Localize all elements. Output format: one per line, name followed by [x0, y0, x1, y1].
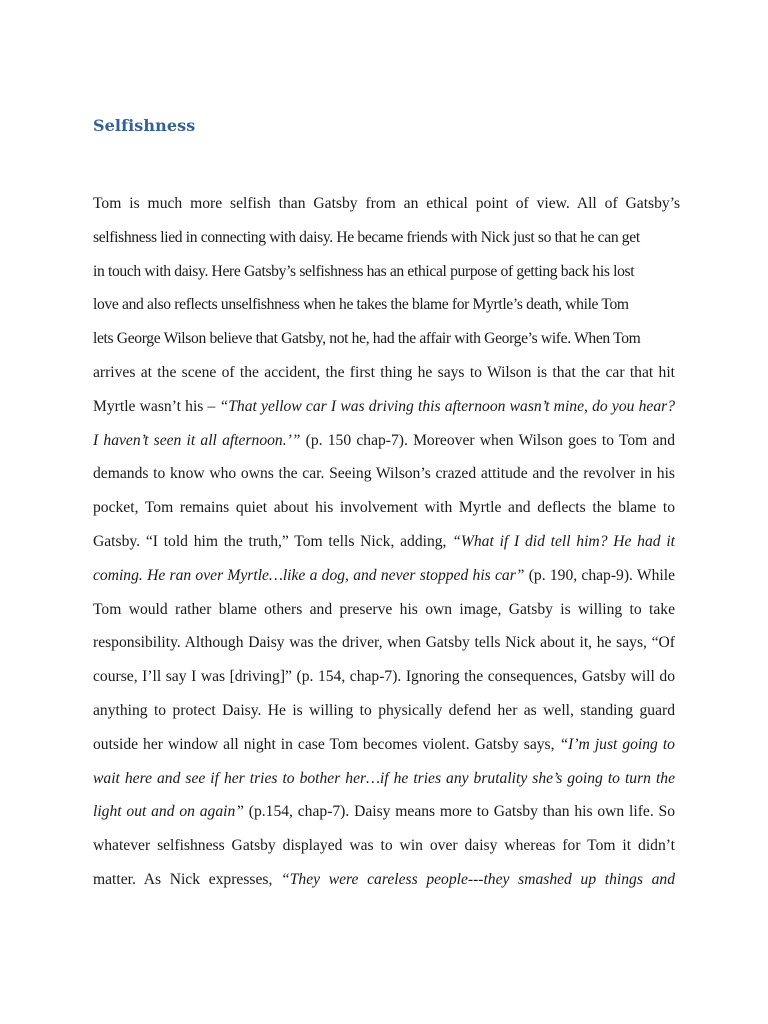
- paragraph-line: [93, 559, 675, 593]
- paragraph-line: [93, 288, 675, 322]
- paragraph-line: [93, 863, 675, 897]
- paragraph-line: [93, 221, 675, 255]
- body-text-run: outside her window all night in case Tom becomes violent. Gatsby says,: [93, 735, 560, 753]
- quote-text: “They were careless people---they smashed up things and: [281, 870, 675, 888]
- body-paragraph: [93, 187, 681, 897]
- quote-text: light out and on again”: [93, 803, 244, 821]
- body-text-run: Myrtle wasn’t his –: [93, 397, 220, 415]
- body-text-run: anything to protect Daisy. He is willing to physically defend her as well, standing guard: [93, 701, 675, 719]
- quote-text: wait here and see if her tries to bother her…if he tries any brutality she’s going to turn the: [93, 769, 675, 787]
- paragraph-line: [93, 660, 675, 694]
- body-text-run: matter. As Nick expresses,: [93, 870, 282, 888]
- paragraph-line: [93, 728, 675, 762]
- paragraph-line: [93, 356, 675, 390]
- paragraph-line: [93, 762, 675, 796]
- paragraph-line: [93, 829, 675, 863]
- paragraph-line: [93, 457, 675, 491]
- body-text-run: responsibility. Although Daisy was the driver, when Gatsby tells Nick about it, he says, “Of: [93, 634, 675, 652]
- paragraph-line: [93, 525, 675, 559]
- body-text-run: love and also reflects unselfishness when he takes the blame for Myrtle’s death, while Tom: [93, 296, 629, 314]
- paragraph-line: [93, 322, 675, 356]
- quote-text: “I’m just going to: [559, 735, 675, 753]
- body-text-run: demands to know who owns the car. Seeing Wilson’s crazed attitude and the revolver in his: [93, 465, 675, 483]
- body-text-run: Gatsby. “I told him the truth,” Tom tells Nick, adding,: [93, 532, 453, 550]
- section-heading: Selfishness: [93, 116, 196, 135]
- body-text-run: lets George Wilson believe that Gatsby, not he, had the affair with George’s wife. When Tom: [93, 330, 641, 348]
- quote-text: “That yellow car I was driving this afternoon wasn’t mine, do you hear?: [219, 397, 675, 415]
- paragraph-line: [93, 424, 675, 458]
- body-text-run: (p. 190, chap-9). While: [524, 566, 675, 584]
- paragraph-line: [93, 390, 675, 424]
- body-text-run: selfishness lied in connecting with daisy. He became friends with Nick just so that he can get: [93, 228, 640, 246]
- body-text-run: Tom is much more selfish than Gatsby from an ethical point of view. All of Gatsby’s: [93, 195, 681, 212]
- body-text-run: (p. 150 chap-7). Moreover when Wilson goes to Tom and: [300, 431, 675, 449]
- body-text-run: arrives at the scene of the accident, the first thing he says to Wilson is that the car that hit: [93, 363, 675, 381]
- body-text-run: in touch with daisy. Here Gatsby’s selfishness has an ethical purpose of getting back his lost: [93, 262, 635, 280]
- body-text-run: whatever selfishness Gatsby displayed was to win over daisy whereas for Tom it didn’t: [93, 837, 675, 855]
- paragraph-line: [93, 593, 675, 627]
- paragraph-line: [93, 694, 675, 728]
- paragraph-line: [93, 255, 675, 289]
- paragraph-line: [93, 187, 681, 221]
- quote-text: coming. He ran over Myrtle…like a dog, and never stopped his car”: [93, 566, 525, 584]
- body-text-run: course, I’ll say I was [driving]” (p. 154, chap-7). Ignoring the consequences, Gatsby will do: [93, 668, 675, 686]
- body-text-run: pocket, Tom remains quiet about his involvement with Myrtle and deflects the blame to: [93, 499, 675, 517]
- body-text-run: (p.154, chap-7). Daisy means more to Gatsby than his own life. So: [243, 803, 675, 821]
- paragraph-line: [93, 795, 675, 829]
- quote-text: “What if I did tell him? He had it: [452, 532, 675, 550]
- quote-text: I haven’t seen it all afternoon.’”: [93, 431, 301, 449]
- body-text-run: Tom would rather blame others and preserve his own image, Gatsby is willing to take: [93, 600, 675, 618]
- paragraph-line: [93, 626, 675, 660]
- paragraph-line: [93, 491, 675, 525]
